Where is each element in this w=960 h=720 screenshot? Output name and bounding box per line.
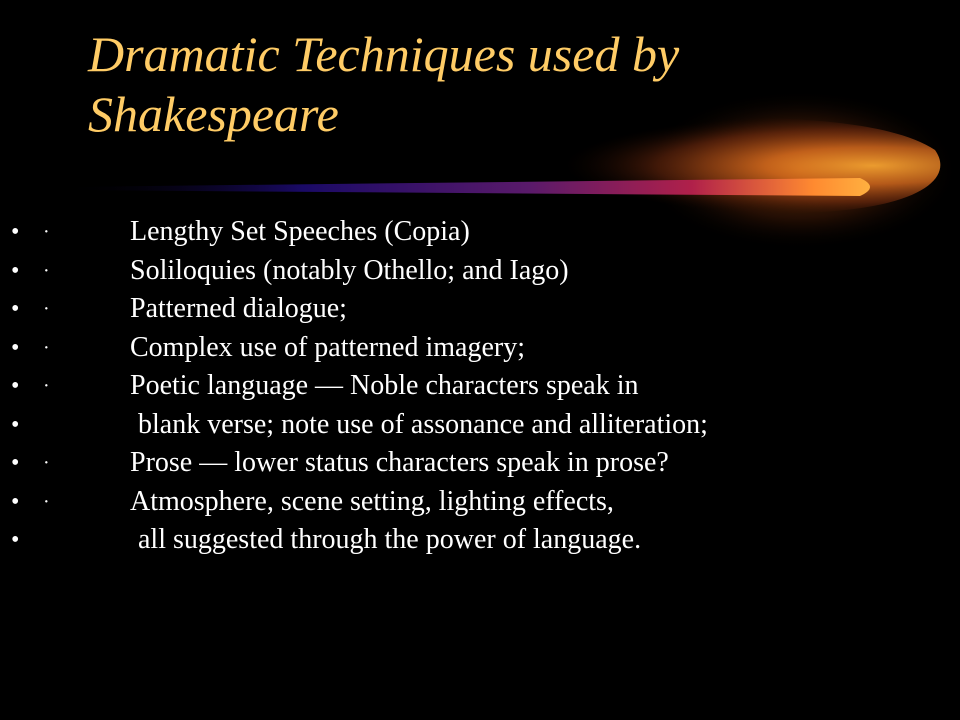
list-item [0, 213, 960, 252]
bullet-list [0, 213, 960, 560]
middle-dot-icon: · [43, 221, 50, 243]
bullet-icon: • [11, 450, 20, 476]
bullet-icon: • [11, 488, 20, 515]
list-item [0, 483, 960, 522]
bullet-icon: • [11, 296, 20, 322]
middle-dot-icon: · [43, 298, 50, 320]
bullet-text: Soliloquies (notably Othello; and Iago) [130, 254, 569, 286]
middle-dot-icon: · [43, 452, 50, 474]
list-item [0, 406, 960, 445]
bullet-text: all suggested through the power of language. [138, 524, 642, 555]
bullet-text: Atmosphere, scene setting, lighting effects, [130, 485, 614, 517]
list-item [0, 252, 960, 291]
list-item [0, 367, 960, 406]
list-item [0, 521, 960, 560]
middle-dot-icon: · [43, 375, 50, 397]
bullet-icon: • [11, 334, 20, 361]
list-item [0, 290, 960, 329]
title-line-2: Shakespeare [88, 86, 339, 142]
title-line-1: Dramatic Techniques used by [88, 26, 680, 82]
bullet-icon: • [11, 373, 20, 399]
bullet-icon: • [11, 257, 20, 284]
bullet-icon: • [11, 527, 20, 553]
bullet-text: Prose — lower status characters speak in prose? [130, 447, 669, 478]
bullet-icon: • [11, 219, 20, 245]
list-item [0, 329, 960, 368]
middle-dot-icon: · [43, 259, 50, 282]
bullet-text: Patterned dialogue; [130, 293, 347, 324]
slide-title [88, 24, 848, 144]
bullet-text: Complex use of patterned imagery; [130, 331, 525, 363]
middle-dot-icon: · [43, 336, 50, 359]
bullet-text: Poetic language — Noble characters speak in [130, 370, 639, 401]
bullet-text: Lengthy Set Speeches (Copia) [130, 216, 470, 247]
middle-dot-icon: · [43, 490, 50, 513]
bullet-text: blank verse; note use of assonance and alliteration; [138, 408, 708, 440]
list-item [0, 444, 960, 483]
bullet-icon: • [11, 411, 20, 438]
